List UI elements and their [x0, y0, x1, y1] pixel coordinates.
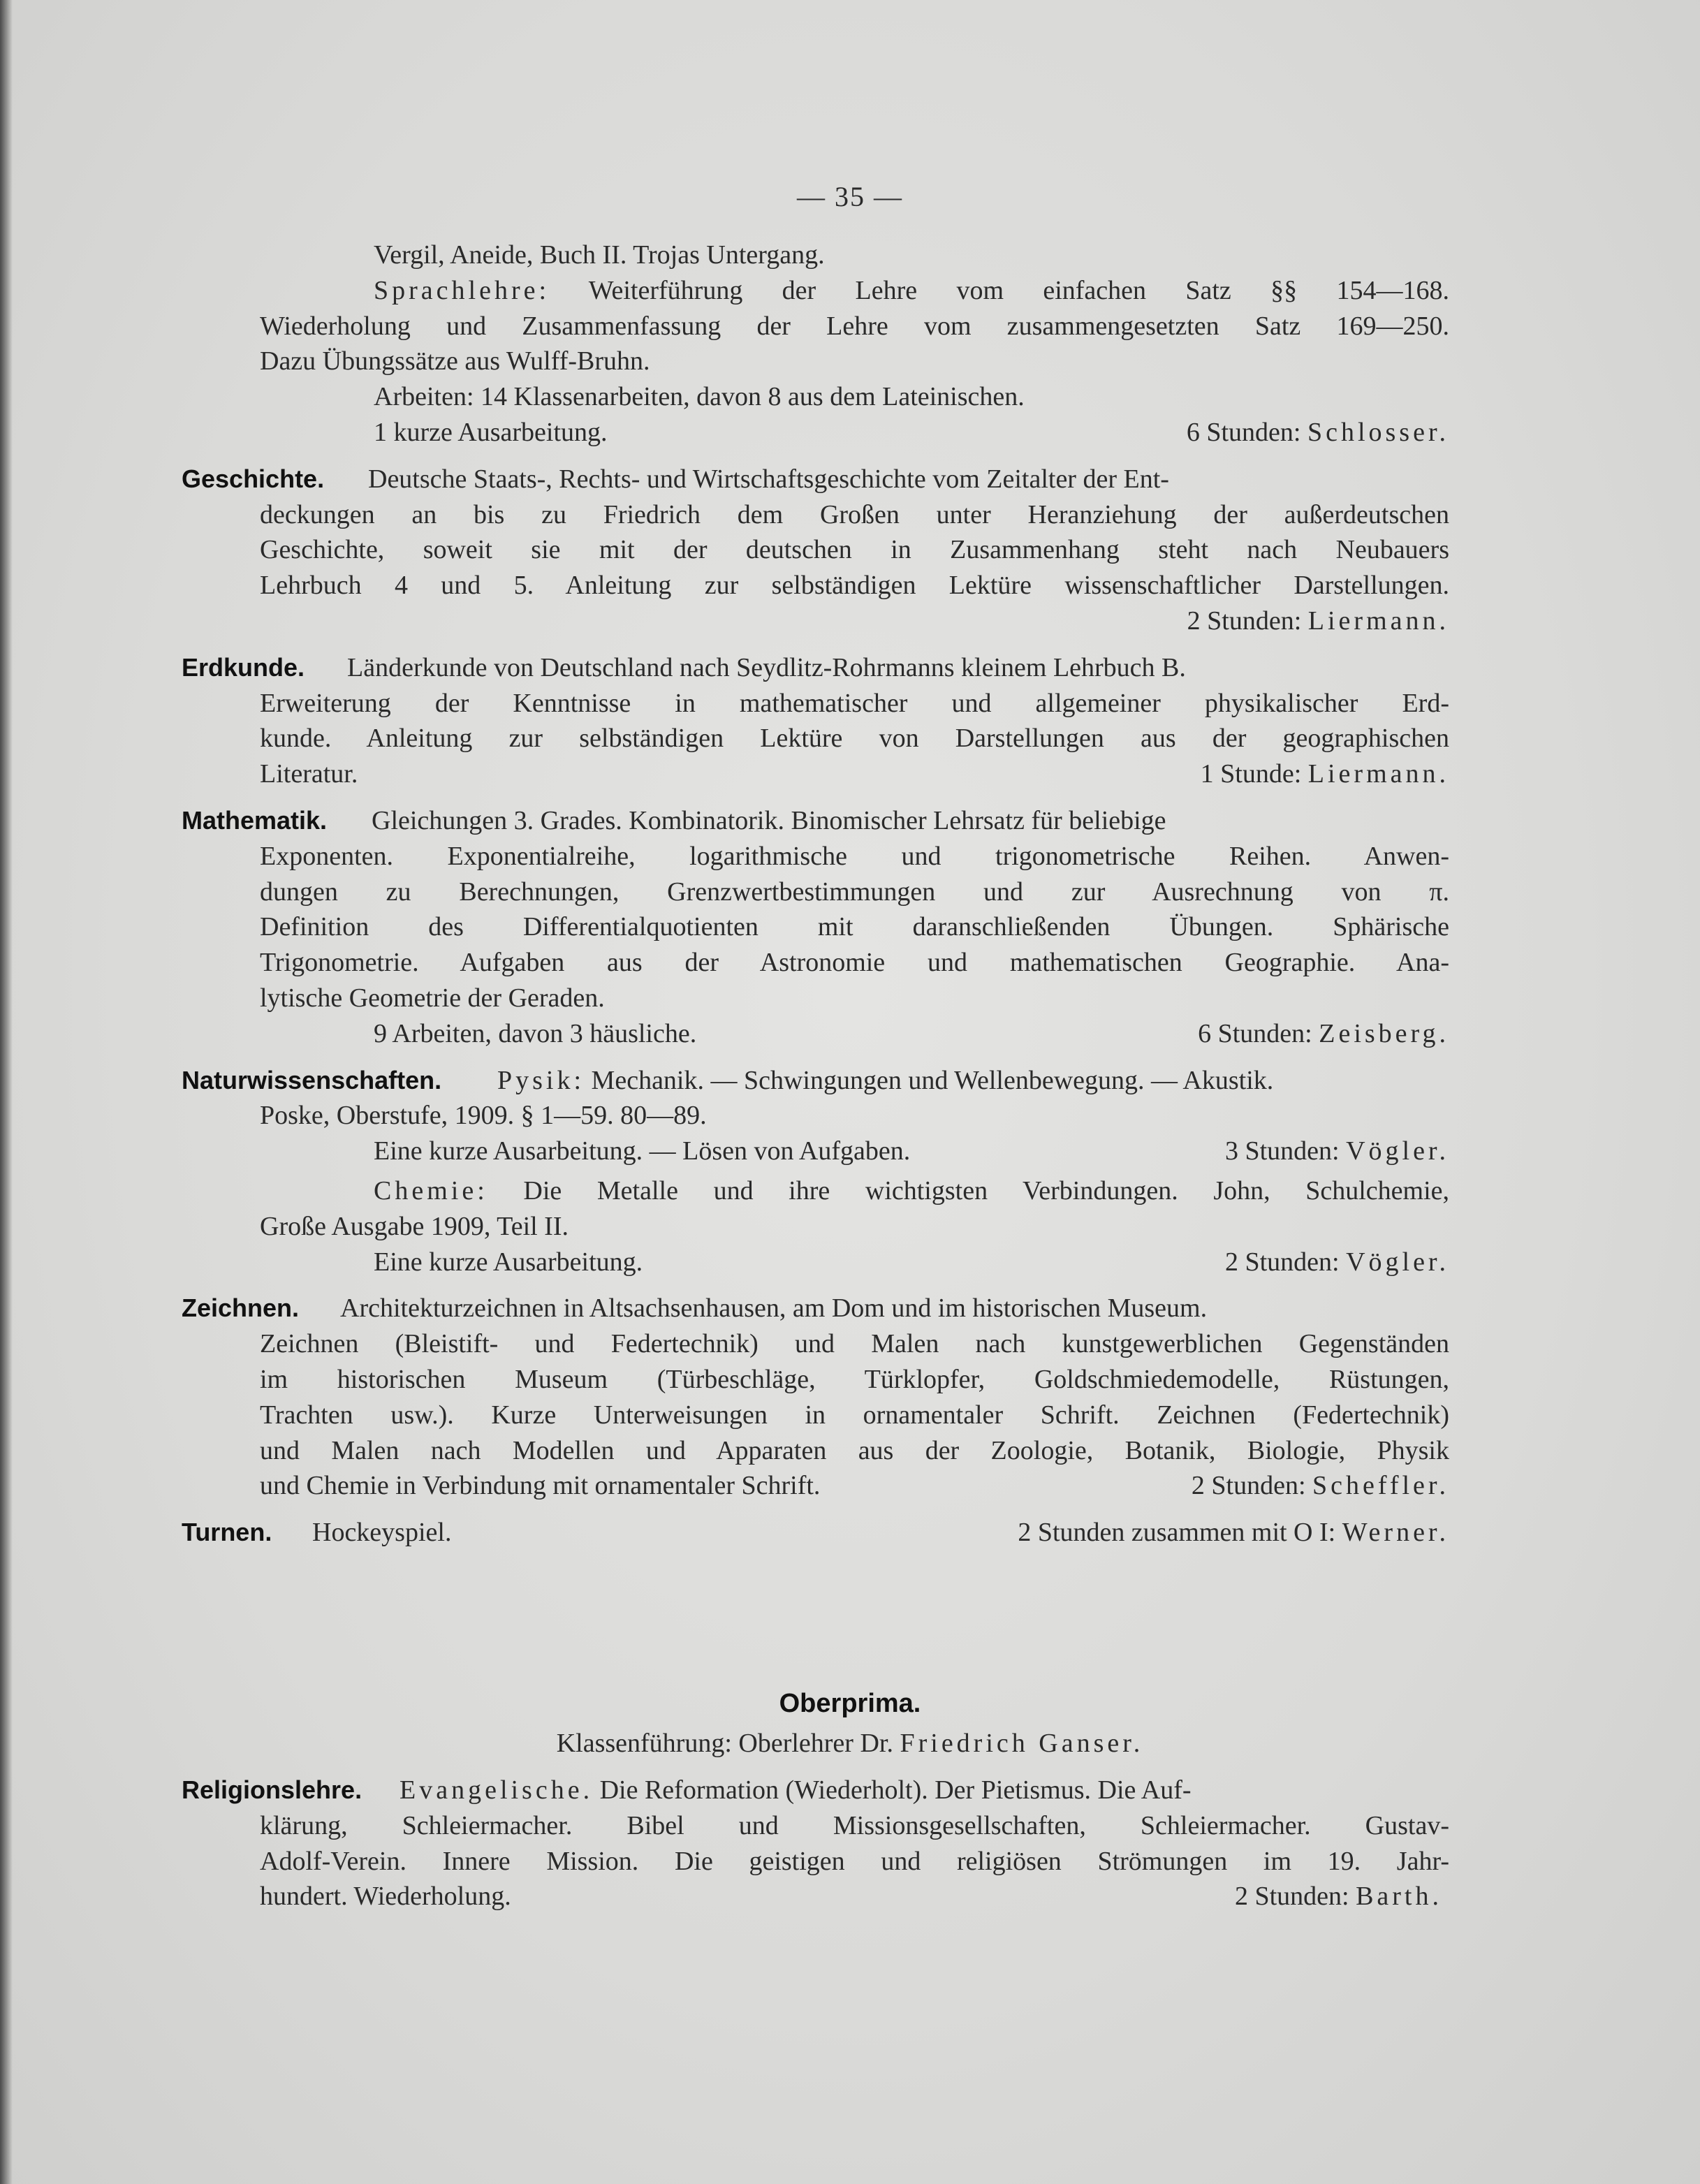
section-heading: Religionslehre.: [182, 1775, 362, 1804]
oberprima-body: [182, 1773, 1449, 1914]
text-line: Zeichnen (Bleistift- und Federtechnik) und Malen nach kunstgewerblichen Gegenständen: [260, 1329, 1449, 1359]
text-line: kunde. Anleitung zur selbständigen Lektüre von Darstellungen aus der geographischen: [260, 724, 1449, 754]
teacher-name: Barth.: [1356, 1882, 1442, 1912]
hours-label: 2 Stunden zusammen mit O I:: [1018, 1518, 1336, 1548]
text-line: [182, 273, 1449, 309]
hours-note: [1187, 415, 1449, 450]
text-line: [182, 1468, 1449, 1504]
teacher-name: Liermann.: [1307, 606, 1449, 636]
text-line: Exponenten. Exponentialreihe, logarithmische und trigonometrische Reihen. Anwen-: [260, 841, 1449, 871]
hours-note: [1018, 1515, 1449, 1551]
text-line: [182, 462, 1449, 497]
section-heading: Geschichte.: [182, 464, 325, 493]
text-line: [182, 803, 1449, 839]
hours-note: [1198, 1016, 1449, 1052]
text-span: Eine kurze Ausarbeitung. — Lösen von Aufgaben.: [374, 1136, 911, 1166]
teacher-name: Liermann.: [1307, 759, 1449, 789]
text-line: klärung, Schleiermacher. Bibel und Missionsgesellschaften, Schleiermacher. Gustav-: [260, 1810, 1449, 1840]
text-span: hundert. Wiederholung.: [260, 1882, 511, 1912]
text-span: Mechanik. — Schwingungen und Wellenbewegung. — Akustik.: [591, 1065, 1274, 1095]
text-line: [182, 1016, 1449, 1052]
scan-edge: [0, 0, 13, 2184]
hours-note: [1225, 1245, 1449, 1280]
text-line: Geschichte, soweit sie mit der deutschen in Zusammenhang steht nach Neubauers: [260, 535, 1449, 565]
hours-label: 6 Stunden:: [1198, 1018, 1312, 1048]
text-line: Lehrbuch 4 und 5. Anleitung zur selbständigen Lektüre wissenschaftlicher Darstellungen.: [260, 571, 1449, 601]
teacher-name: Zeisberg.: [1319, 1018, 1449, 1048]
hours-note: [1235, 1879, 1442, 1914]
text-line: Vergil, Aneide, Buch II. Trojas Untergang.: [374, 240, 825, 270]
hours-label: 2 Stunden:: [1191, 1471, 1306, 1501]
text-line: Trigonometrie. Aufgaben aus der Astronomie und mathematischen Geographie. Ana-: [260, 948, 1449, 978]
class-leader-label: Klassenführung: Oberlehrer Dr.: [556, 1729, 893, 1758]
text-span: Länderkunde von Deutschland nach Seydlitz-Rohrmanns kleinem Lehrbuch B.: [347, 652, 1186, 682]
text-span: Eine kurze Ausarbeitung.: [374, 1247, 643, 1277]
subject-label: Evangelische.: [400, 1775, 594, 1805]
text-line: dungen zu Berechnungen, Grenzwertbestimmungen und zur Ausrechnung von π.: [260, 877, 1449, 907]
hours-label: 2 Stunden:: [1224, 1247, 1340, 1277]
hours-note: [1192, 1468, 1449, 1504]
subject-label: Pysik:: [497, 1065, 585, 1095]
text-span: 1 kurze Ausarbeitung.: [374, 417, 608, 447]
hours-label: 6 Stunden:: [1186, 417, 1301, 447]
text-line: [182, 603, 1449, 639]
class-leader-line: [0, 1728, 1700, 1759]
hours-label: 2 Stunden:: [1234, 1882, 1349, 1912]
hours-note: [1187, 603, 1449, 639]
hours-label: 3 Stunden:: [1224, 1136, 1340, 1166]
text-line: [182, 1063, 1449, 1099]
class-leader-name: Friedrich Ganser.: [900, 1729, 1144, 1758]
text-line: im historischen Museum (Türbeschläge, Türklopfer, Goldschmiedemodelle, Rüstungen,: [260, 1364, 1449, 1394]
text-span: Gleichungen 3. Grades. Kombinatorik. Binomischer Lehrsatz für beliebige: [372, 805, 1166, 835]
teacher-name: Scheffler.: [1312, 1471, 1449, 1501]
hours-note: [1201, 756, 1449, 792]
section-heading: Zeichnen.: [182, 1293, 300, 1323]
hours-label: 1 Stunde:: [1200, 759, 1302, 789]
section-heading: Turnen.: [182, 1518, 272, 1547]
hours-note: [1225, 1134, 1449, 1169]
text-line: Arbeiten: 14 Klassenarbeiten, davon 8 aus dem Lateinischen.: [374, 382, 1025, 412]
text-line: Poske, Oberstufe, 1909. § 1—59. 80—89.: [260, 1101, 707, 1131]
section-heading: Erdkunde.: [182, 652, 305, 682]
subject-label: Chemie:: [374, 1175, 488, 1205]
section-heading: Naturwissenschaften.: [182, 1065, 442, 1094]
teacher-name: Vögler.: [1346, 1136, 1449, 1166]
text-line: [182, 1134, 1449, 1169]
text-line: Trachten usw.). Kurze Unterweisungen in ornamentaler Schrift. Zeichnen (Federtechnik): [260, 1400, 1449, 1430]
text-span: und Chemie in Verbindung mit ornamentaler Schrift.: [260, 1471, 821, 1501]
text-span: Architekturzeichnen in Altsachsenhausen, am Dom und im historischen Museum.: [340, 1293, 1208, 1324]
text-line: Große Ausgabe 1909, Teil II.: [260, 1211, 569, 1241]
teacher-name: Schlosser.: [1307, 417, 1449, 447]
text-line: lytische Geometrie der Geraden.: [260, 983, 605, 1013]
section-heading: Mathematik.: [182, 805, 328, 835]
page-number: — 35 —: [797, 181, 903, 212]
subject-label: Sprachlehre:: [374, 275, 550, 305]
text-line: [182, 650, 1449, 686]
text-line: und Malen nach Modellen und Apparaten aus der Zoologie, Botanik, Biologie, Physik: [260, 1435, 1449, 1465]
section-title: Oberprima.: [779, 1689, 921, 1718]
text-line: deckungen an bis zu Friedrich dem Großen unter Heranziehung der außerdeutschen: [260, 499, 1449, 529]
text-span: Weiterführung der Lehre vom einfachen Satz §§ 154—168.: [588, 275, 1449, 305]
text-line: [182, 1515, 1449, 1551]
text-line: [182, 756, 1449, 792]
text-line: [182, 1879, 1449, 1914]
text-line: Definition des Differentialquotienten mit daranschließenden Übungen. Sphärische: [260, 912, 1449, 942]
teacher-name: Vögler.: [1346, 1247, 1449, 1277]
text-span: Die Metalle und ihre wichtigsten Verbindungen. John, Schulchemie,: [523, 1175, 1449, 1205]
text-line: Adolf-Verein. Innere Mission. Die geistigen und religiösen Strömungen im 19. Jahr-: [260, 1846, 1449, 1876]
body-text: [182, 237, 1449, 1551]
teacher-name: Werner.: [1342, 1518, 1449, 1548]
text-span: [260, 1773, 1192, 1808]
text-line: [182, 1173, 1449, 1209]
text-line: [182, 1773, 1449, 1808]
text-line: [182, 1245, 1449, 1280]
text-span: Literatur.: [260, 759, 358, 789]
text-span: Hockeyspiel.: [312, 1518, 452, 1548]
text-span: Die Reformation (Wiederholt). Der Pietismus. Die Auf-: [599, 1775, 1192, 1805]
hours-label: 2 Stunden:: [1187, 606, 1302, 636]
text-line: Dazu Übungssätze aus Wulff-Bruhn.: [260, 346, 650, 376]
text-span: 9 Arbeiten, davon 3 häusliche.: [374, 1018, 697, 1048]
text-line: [182, 415, 1449, 450]
text-line: [182, 1291, 1449, 1326]
text-line: Erweiterung der Kenntnisse in mathematischer und allgemeiner physikalischer Erd-: [260, 688, 1449, 718]
text-line: Wiederholung und Zusammenfassung der Lehre vom zusammengesetzten Satz 169—250.: [260, 311, 1449, 341]
text-span: Deutsche Staats-, Rechts- und Wirtschaftsgeschichte vom Zeitalter der Ent-: [368, 464, 1169, 494]
